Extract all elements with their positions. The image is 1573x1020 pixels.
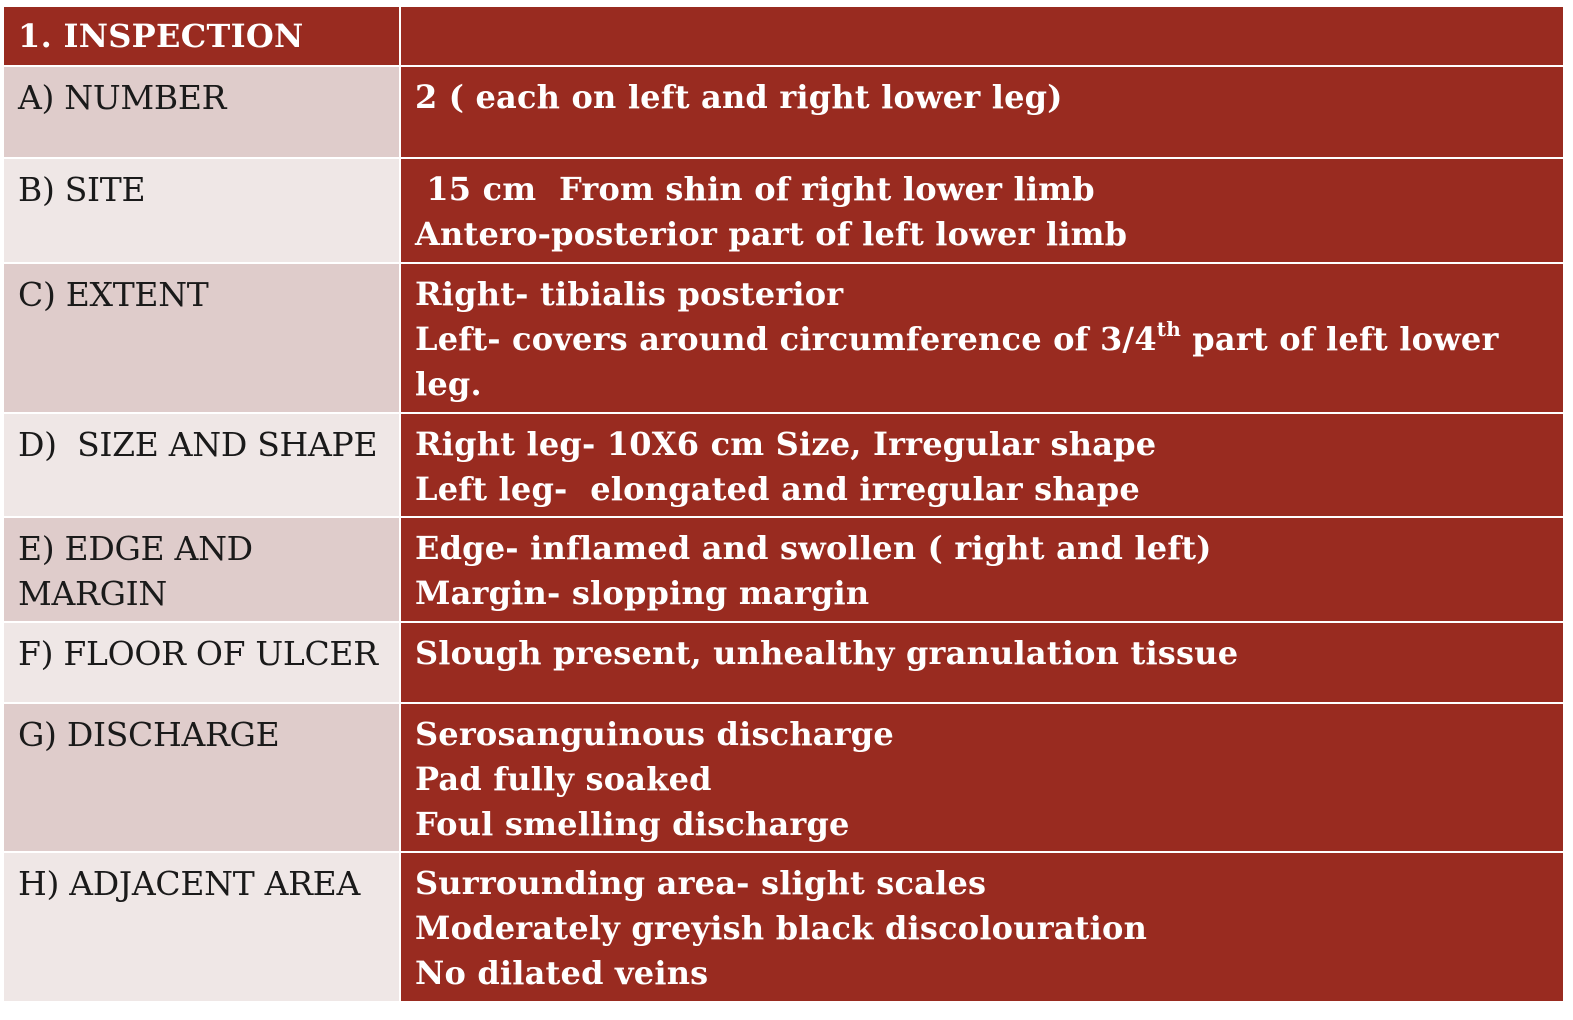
value-line: Moderately greyish black discolouration	[415, 909, 1148, 947]
row-label: C) EXTENT	[3, 263, 400, 413]
row-label: D) SIZE AND SHAPE	[3, 413, 400, 517]
table-row-discharge	[3, 703, 1564, 852]
row-label: B) SITE	[3, 158, 400, 263]
row-label: A) NUMBER	[3, 66, 400, 158]
table-row-extent	[3, 263, 1564, 413]
value-line: Margin- slopping margin	[415, 574, 870, 612]
row-label: H) ADJACENT AREA	[3, 852, 400, 1002]
row-label: E) EDGE AND MARGIN	[3, 517, 400, 622]
value-line	[415, 317, 1549, 407]
table-row-adjacent-area	[3, 852, 1564, 1002]
value-line: Left leg- elongated and irregular shape	[415, 470, 1140, 508]
value-line: Antero-posterior part of left lower limb	[415, 215, 1128, 253]
extent-left-text: Left- covers around circumference of 3/4	[415, 320, 1157, 358]
row-value	[400, 413, 1564, 517]
inspection-table-container	[2, 5, 1563, 1003]
table-row-number	[3, 66, 1564, 158]
row-value	[400, 703, 1564, 852]
header-value-cell	[400, 6, 1564, 66]
value-line: Slough present, unhealthy granulation tissue	[415, 634, 1239, 672]
value-line: Right leg- 10X6 cm Size, Irregular shape	[415, 425, 1157, 463]
section-title: 1. INSPECTION	[3, 6, 400, 66]
value-line: Foul smelling discharge	[415, 805, 850, 843]
row-label: G) DISCHARGE	[3, 703, 400, 852]
table-row-size-shape	[3, 413, 1564, 517]
row-label: F) FLOOR OF ULCER	[3, 622, 400, 703]
table-header-row	[3, 6, 1564, 66]
table-row-site	[3, 158, 1564, 263]
table-row-edge-margin	[3, 517, 1564, 622]
value-line: Edge- inflamed and swollen ( right and left)	[415, 529, 1212, 567]
row-value	[400, 517, 1564, 622]
row-value	[400, 66, 1564, 158]
row-value	[400, 852, 1564, 1002]
value-line: 2 ( each on left and right lower leg)	[415, 78, 1063, 116]
value-line: Serosanguinous discharge	[415, 715, 894, 753]
ordinal-superscript: th	[1156, 317, 1181, 341]
row-value	[400, 622, 1564, 703]
inspection-table	[2, 5, 1565, 1003]
row-value	[400, 263, 1564, 413]
value-line: Right- tibialis posterior	[415, 275, 844, 313]
extent-left-text-end: part of left lower leg.	[415, 320, 1499, 403]
value-line: Surrounding area- slight scales	[415, 864, 987, 902]
value-line: No dilated veins	[415, 954, 709, 992]
table-row-floor	[3, 622, 1564, 703]
value-line: 15 cm From shin of right lower limb	[415, 170, 1095, 208]
value-line: Pad fully soaked	[415, 760, 712, 798]
row-value	[400, 158, 1564, 263]
